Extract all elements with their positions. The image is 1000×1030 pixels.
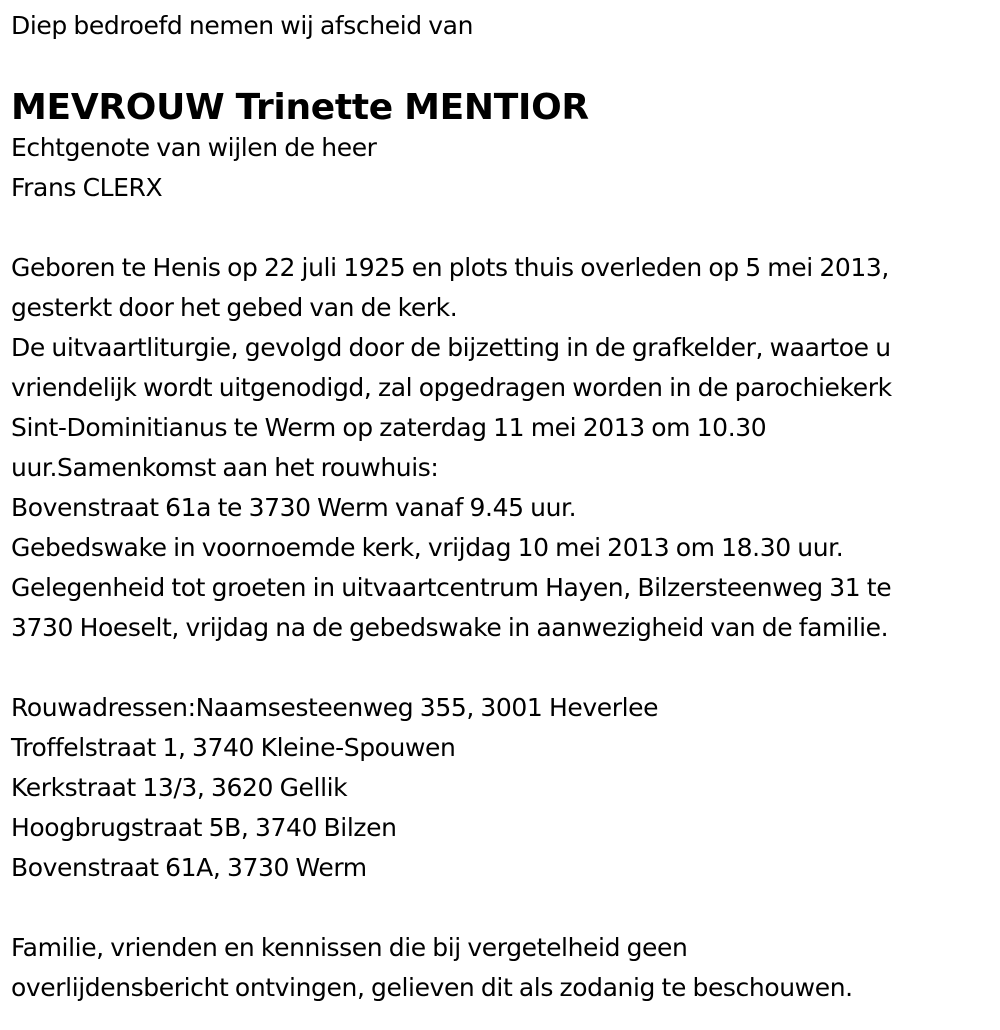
spouse-line: Frans CLERX [11, 173, 163, 202]
details-line: Bovenstraat 61a te 3730 Werm vanaf 9.45 uur. [11, 493, 577, 522]
death-notice [11, 8, 996, 1008]
details-line: vriendelijk wordt uitgenodigd, zal opgedragen worden in de parochiekerk [11, 373, 892, 402]
details-section [11, 248, 996, 648]
details-line: gesterkt door het gebed van de kerk. [11, 293, 458, 322]
details-line: Gebedswake in voornoemde kerk, vrijdag 10 mei 2013 om 18.30 uur. [11, 533, 844, 562]
paragraph-spacer [11, 648, 996, 688]
details-line: Gelegenheid tot groeten in uitvaartcentrum Hayen, Bilzersteenweg 31 te [11, 573, 892, 602]
details-line: 3730 Hoeselt, vrijdag na de gebedswake in aanwezigheid van de familie. [11, 613, 889, 642]
details-line: Geboren te Henis op 22 juli 1925 en plots thuis overleden op 5 mei 2013, [11, 253, 889, 282]
paragraph-spacer [11, 208, 996, 248]
addresses-section [11, 688, 996, 888]
address-line: Bovenstraat 61A, 3730 Werm [11, 853, 367, 882]
details-line: De uitvaartliturgie, gevolgd door de bijzetting in de grafkelder, waartoe u [11, 333, 891, 362]
closing-line: Familie, vrienden en kennissen die bij vergetelheid geen [11, 933, 688, 962]
address-line: Rouwadressen:Naamsesteenweg 355, 3001 Heverlee [11, 693, 659, 722]
closing-section [11, 928, 996, 1008]
spouse-section [11, 128, 996, 208]
address-line: Hoogbrugstraat 5B, 3740 Bilzen [11, 813, 397, 842]
address-line: Troffelstraat 1, 3740 Kleine-Spouwen [11, 733, 456, 762]
details-line: uur.Samenkomst aan het rouwhuis: [11, 453, 439, 482]
spouse-line: Echtgenote van wijlen de heer [11, 133, 377, 162]
address-line: Kerkstraat 13/3, 3620 Gellik [11, 773, 348, 802]
paragraph-spacer [11, 888, 996, 928]
closing-line: overlijdensbericht ontvingen, gelieven dit als zodanig te beschouwen. [11, 973, 853, 1002]
deceased-name: MEVROUW Trinette MENTIOR [11, 87, 589, 128]
details-line: Sint-Dominitianus te Werm op zaterdag 11 mei 2013 om 10.30 [11, 413, 767, 442]
intro-text: Diep bedroefd nemen wij afscheid van [11, 11, 474, 40]
